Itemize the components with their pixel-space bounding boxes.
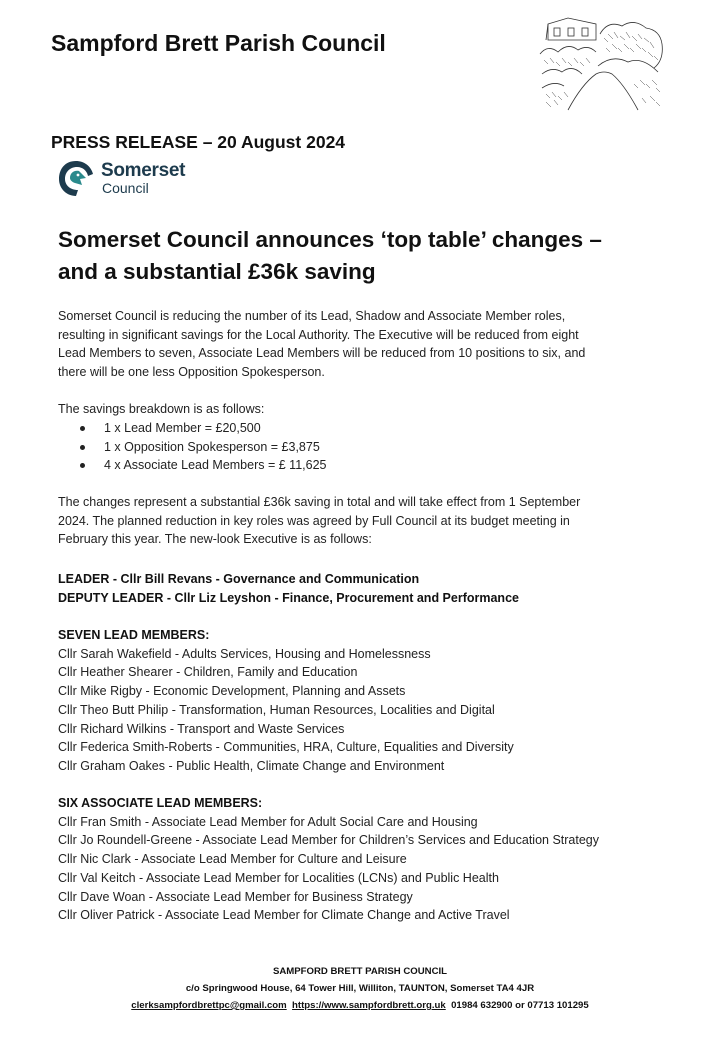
press-release-date: PRESS RELEASE – 20 August 2024 xyxy=(51,132,346,152)
headline-line: Somerset Council announces ‘top table’ changes – xyxy=(58,227,602,252)
logo-subtitle: Council xyxy=(102,180,149,196)
headline xyxy=(58,224,678,288)
list-item-text: 1 x Opposition Spokesperson = £3,875 xyxy=(104,439,320,454)
dragon-head-icon xyxy=(56,158,96,198)
list-item: Cllr Federica Smith-Roberts - Communities, HRA, Culture, Equalities and Diversity xyxy=(58,740,514,755)
list-item-text: 4 x Associate Lead Members = £ 11,625 xyxy=(104,458,327,473)
headline-line: and a substantial £36k saving xyxy=(58,259,376,284)
lead-members-section xyxy=(58,626,698,776)
savings-intro: The savings breakdown is as follows: xyxy=(58,402,265,416)
logo-wordmark: Somerset xyxy=(101,160,186,181)
list-item xyxy=(80,419,326,438)
savings-list xyxy=(80,419,326,475)
paragraph-line: resulting in significant savings for the Local Authority. The Executive will be reduced from eight xyxy=(58,327,579,342)
list-item: Cllr Dave Woan - Associate Lead Member for Business Strategy xyxy=(58,889,413,904)
bullet-icon xyxy=(80,445,85,450)
leader-line: LEADER - Cllr Bill Revans - Governance and Communication xyxy=(58,572,420,586)
paragraph-line: 2024. The planned reduction in key roles was agreed by Full Council at its budget meeting in xyxy=(58,513,570,528)
list-item: Cllr Heather Shearer - Children, Family and Education xyxy=(58,665,358,680)
list-item: Cllr Mike Rigby - Economic Development, Planning and Assets xyxy=(58,684,406,699)
list-item: Cllr Oliver Patrick - Associate Lead Member for Climate Change and Active Travel xyxy=(58,908,510,923)
bullet-icon xyxy=(80,426,85,431)
deputy-leader-line: DEPUTY LEADER - Cllr Liz Leyshon - Finance, Procurement and Performance xyxy=(58,590,519,605)
footer-website-link[interactable]: https://www.sampfordbrett.org.uk xyxy=(292,1000,446,1011)
paragraph-line: Somerset Council is reducing the number of its Lead, Shadow and Associate Member roles, xyxy=(58,309,566,323)
council-title: Sampford Brett Parish Council xyxy=(51,30,386,56)
list-item: Cllr Theo Butt Philip - Transformation, Human Resources, Localities and Digital xyxy=(58,702,495,717)
list-item: Cllr Graham Oakes - Public Health, Climate Change and Environment xyxy=(58,758,445,773)
list-item: Cllr Fran Smith - Associate Lead Member for Adult Social Care and Housing xyxy=(58,814,478,829)
leadership-block xyxy=(58,570,519,607)
paragraph-line: February this year. The new-look Executive is as follows: xyxy=(58,532,372,547)
somerset-council-logo xyxy=(56,158,216,202)
list-item: Cllr Jo Roundell-Greene - Associate Lead Member for Children’s Services and Education Strategy xyxy=(58,833,600,848)
changes-paragraph xyxy=(58,493,678,549)
footer-phones: 01984 632900 or 07713 101295 xyxy=(451,1000,589,1011)
paragraph-line: Lead Members to seven, Associate Lead Members will be reduced from 10 positions to six, and xyxy=(58,346,586,361)
list-item xyxy=(80,438,326,457)
footer-email-link[interactable]: clerksampfordbrettpc@gmail.com xyxy=(131,1000,287,1011)
list-item-text: 1 x Lead Member = £20,500 xyxy=(104,421,261,435)
list-item: Cllr Richard Wilkins - Transport and Waste Services xyxy=(58,721,345,736)
village-sketch-illustration xyxy=(538,14,666,112)
list-item: Cllr Sarah Wakefield - Adults Services, Housing and Homelessness xyxy=(58,646,431,661)
section-heading: SEVEN LEAD MEMBERS: xyxy=(58,628,210,642)
paragraph-line: The changes represent a substantial £36k saving in total and will take effect from 1 September xyxy=(58,495,581,509)
footer-contacts xyxy=(0,998,720,1014)
associate-members-section xyxy=(58,794,698,925)
list-item xyxy=(80,456,326,475)
footer-org-name: SAMPFORD BRETT PARISH COUNCIL xyxy=(272,966,448,977)
bullet-icon xyxy=(80,463,85,468)
list-item: Cllr Nic Clark - Associate Lead Member for Culture and Leisure xyxy=(58,852,407,867)
footer-address: c/o Springwood House, 64 Tower Hill, Williton, TAUNTON, Somerset TA4 4JR xyxy=(185,983,535,994)
section-heading: SIX ASSOCIATE LEAD MEMBERS: xyxy=(58,796,263,810)
paragraph-line: there will be one less Opposition Spokesperson. xyxy=(58,364,325,379)
intro-paragraph xyxy=(58,307,678,381)
list-item: Cllr Val Keitch - Associate Lead Member for Localities (LCNs) and Public Health xyxy=(58,870,499,885)
